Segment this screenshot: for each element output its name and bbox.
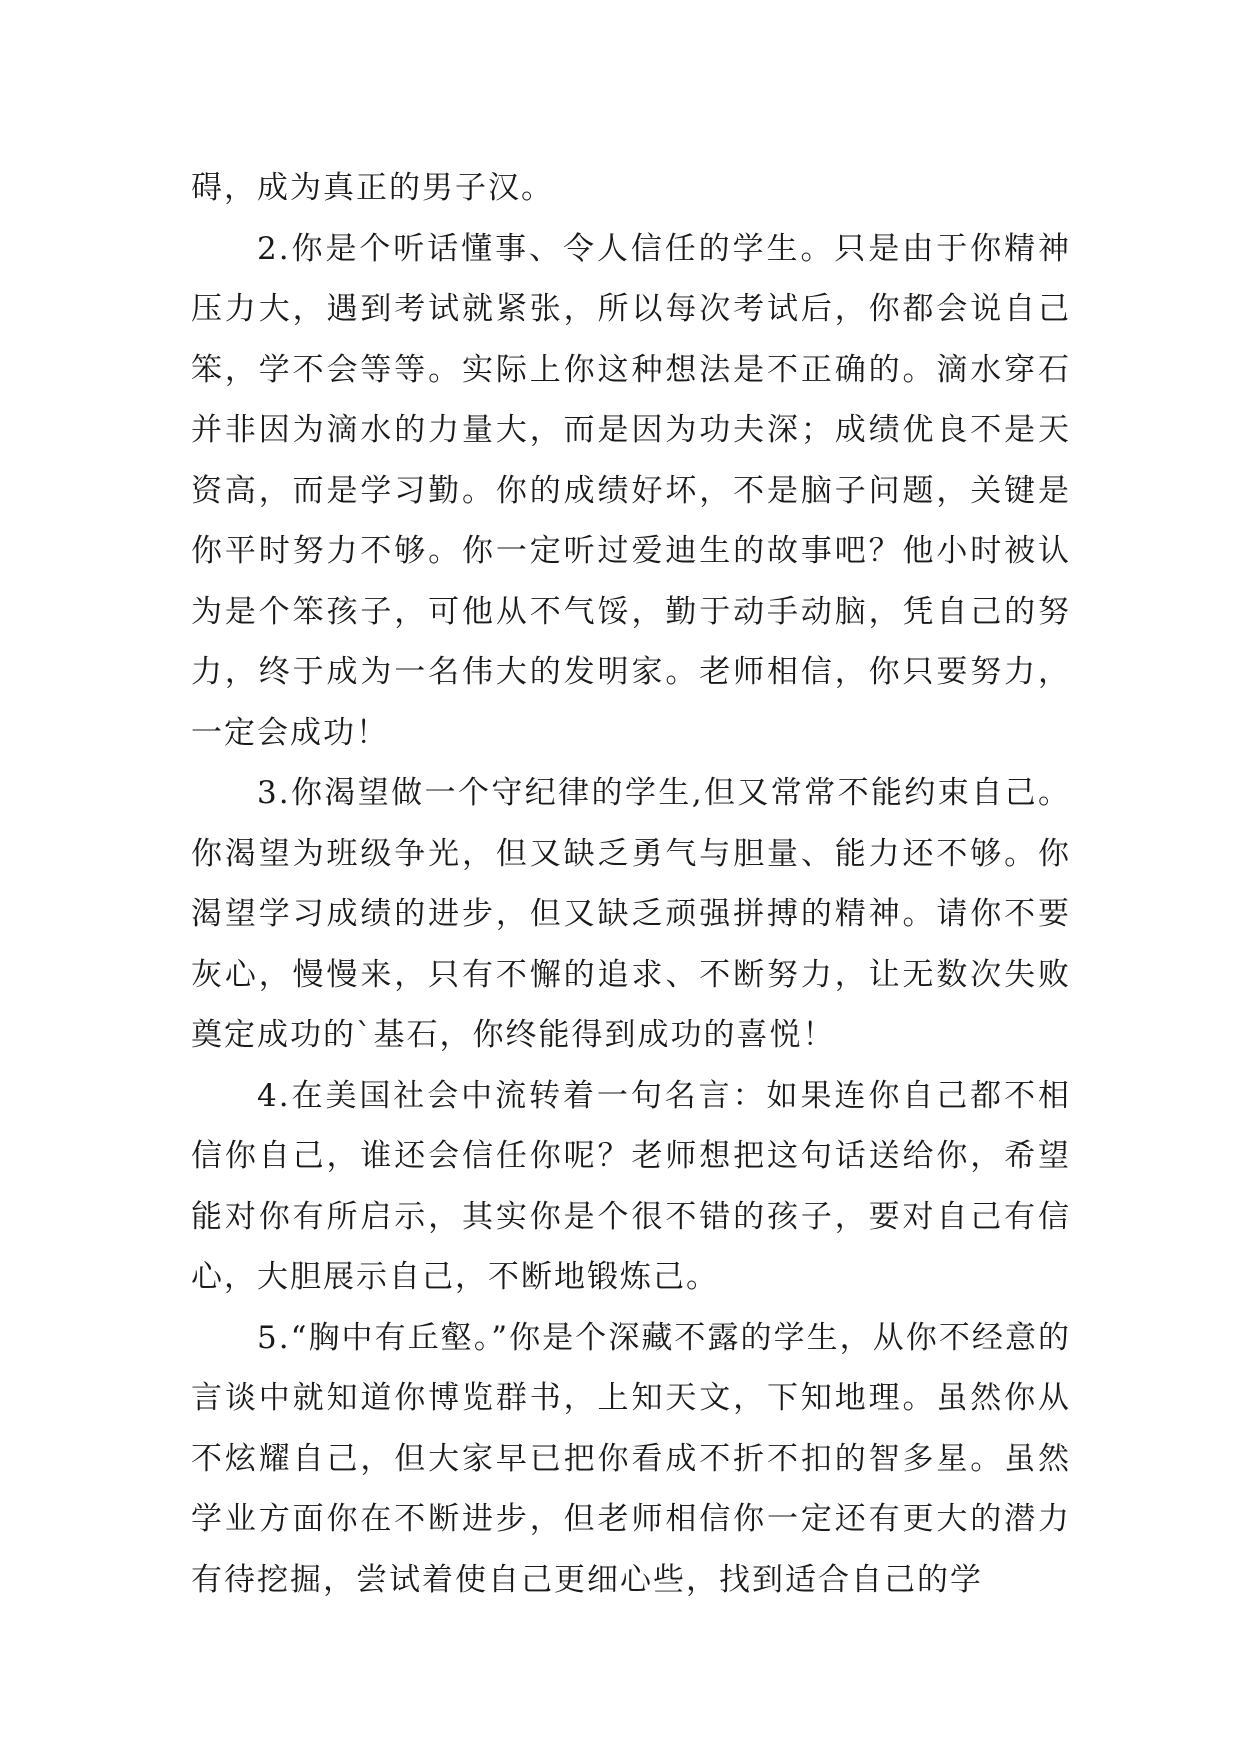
paragraph-item-3: 3.你渴望做一个守纪律的学生,但又常常不能约束自己。你渴望为班级争光，但又缺乏勇气与胆量、能力还不够。你渴望学习成绩的进步，但又缺乏顽强拼搏的精神。请你不要灰心，慢慢来，只有不懈的追求、不断努力，让无数次失败奠定成功的`基石，你终能得到成功的喜悦！ <box>191 775 1071 1053</box>
paragraph-item-5: 5.“胸中有丘壑。”你是个深藏不露的学生，从你不经意的言谈中就知道你博览群书，上知天文，下知地理。虽然你从不炫耀自己，但大家早已把你看成不折不扣的智多星。虽然学业方面你在不断进步，但老师相信你一定还有更大的潜力有待挖掘，尝试着使自己更细心些，找到适合自己的学 <box>191 1319 1071 1598</box>
paragraph-item-2: 2.你是个听话懂事、令人信任的学生。只是由于你精神压力大，遇到考试就紧张，所以每次考试后，你都会说自己笨，学不会等等。实际上你这种想法是不正确的。滴水穿石并非因为滴水的力量大，而是因为功夫深；成绩优良不是天资高，而是学习勤。你的成绩好坏，不是脑子问题，关键是你平时努力不够。你一定听过爱迪生的故事吧？他小时被认为是个笨孩子，可他从不气馁，勤于动手动脑，凭自己的努力，终于成为一名伟大的发明家。老师相信，你只要努力，一定会成功！ <box>191 230 1071 751</box>
paragraph-item-4: 4.在美国社会中流转着一句名言：如果连你自己都不相信你自己，谁还会信任你呢？老师想把这句话送给你，希望能对你有所启示，其实你是个很不错的孩子，要对自己有信心，大胆展示自己，不断地锻炼己。 <box>191 1077 1071 1295</box>
paragraph-continuation: 碍，成为真正的男子汉。 <box>191 170 554 206</box>
document-body <box>191 158 1071 1610</box>
